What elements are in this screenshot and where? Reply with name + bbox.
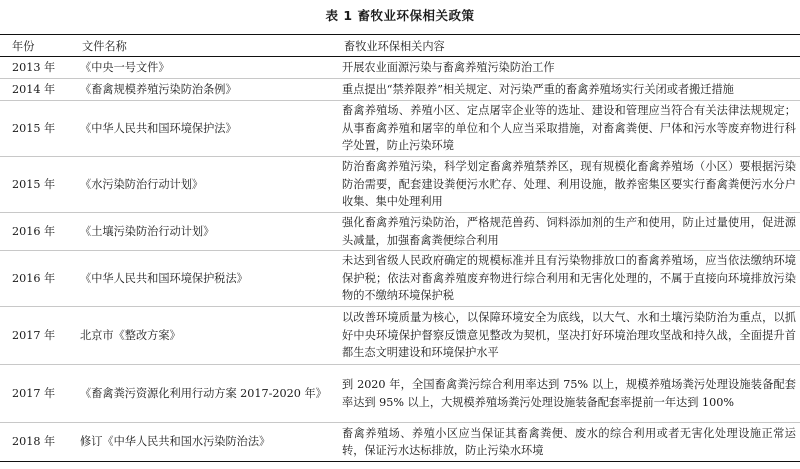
document-cell: 北京市《整改方案》 [70,307,342,365]
table-row [0,365,800,423]
document-cell: 《畜禽规模养殖污染防治条例》 [70,79,342,101]
table-row [0,213,800,251]
document-cell: 《土壤污染防治行动计划》 [70,213,342,251]
content-cell: 重点提出“禁养限养”相关规定、对污染严重的畜禽养殖场实行关闭或者搬迁措施 [342,79,800,101]
content-cell: 到 2020 年，全国畜禽粪污综合利用率达到 75% 以上，规模养殖场粪污处理设施装备配套率达到 95% 以上，大规模养殖场粪污处理设施装备配套率提前一年达到 100% [342,365,800,423]
document-cell: 《中华人民共和国环境保护税法》 [70,251,342,307]
content-cell: 开展农业面源污染与畜禽养殖污染防治工作 [342,57,800,79]
header-year: 年份 [0,35,70,57]
table-row [0,79,800,101]
year-cell: 2017 年 [0,307,70,365]
document-cell: 《畜禽粪污资源化利用行动方案 2017-2020 年》 [70,365,342,423]
header-content: 畜牧业环保相关内容 [342,35,800,57]
table-row [0,251,800,307]
content-cell: 畜禽养殖场、养殖小区、定点屠宰企业等的选址、建设和管理应当符合有关法律法规规定；从事畜禽养殖和屠宰的单位和个人应当采取措施，对畜禽粪便、尸体和污水等废弃物进行科学处置，防止污染环境 [342,101,800,157]
content-cell: 强化畜禽养殖污染防治，严格规范兽药、饲料添加剂的生产和使用，防止过量使用，促进源头减量，加强畜禽粪便综合利用 [342,213,800,251]
year-cell: 2017 年 [0,365,70,423]
table-row [0,101,800,157]
document-cell: 修订《中华人民共和国水污染防治法》 [70,423,342,462]
header-document: 文件名称 [70,35,342,57]
document-cell: 《中华人民共和国环境保护法》 [70,101,342,157]
document-cell: 《中央一号文件》 [70,57,342,79]
table-row [0,423,800,462]
year-cell: 2016 年 [0,213,70,251]
year-cell: 2015 年 [0,101,70,157]
table-title: 表 1 畜牧业环保相关政策 [325,8,475,23]
content-cell: 畜禽养殖场、养殖小区应当保证其畜禽粪便、废水的综合利用或者无害化处理设施正常运转，保证污水达标排放，防止污染水环境 [342,423,800,462]
year-cell: 2014 年 [0,79,70,101]
year-cell: 2013 年 [0,57,70,79]
content-cell: 未达到省级人民政府确定的规模标准并且有污染物排放口的畜禽养殖场，应当依法缴纳环境保护税；依法对畜禽养殖废弃物进行综合利用和无害化处理的，不属于直接向环境排放污染物的不缴纳环境保护税 [342,251,800,307]
year-cell: 2016 年 [0,251,70,307]
content-cell: 以改善环境质量为核心，以保障环境安全为底线，以大气、水和土壤污染防治为重点，以抓好中央环境保护督察反馈意见整改为契机，坚决打好环境治理攻坚战和持久战，全面提升首都生态文明建设和环境保护水平 [342,307,800,365]
table-row [0,307,800,365]
table-row [0,157,800,213]
table-row [0,57,800,79]
policy-table [0,34,800,462]
document-cell: 《水污染防治行动计划》 [70,157,342,213]
content-cell: 防治畜禽养殖污染，科学划定畜禽养殖禁养区，现有规模化畜禽养殖场（小区）要根据污染防治需要，配套建设粪便污水贮存、处理、利用设施，散养密集区要实行畜禽粪便污水分户收集、集中处理利用 [342,157,800,213]
year-cell: 2015 年 [0,157,70,213]
table-header-row [0,35,800,57]
year-cell: 2018 年 [0,423,70,462]
